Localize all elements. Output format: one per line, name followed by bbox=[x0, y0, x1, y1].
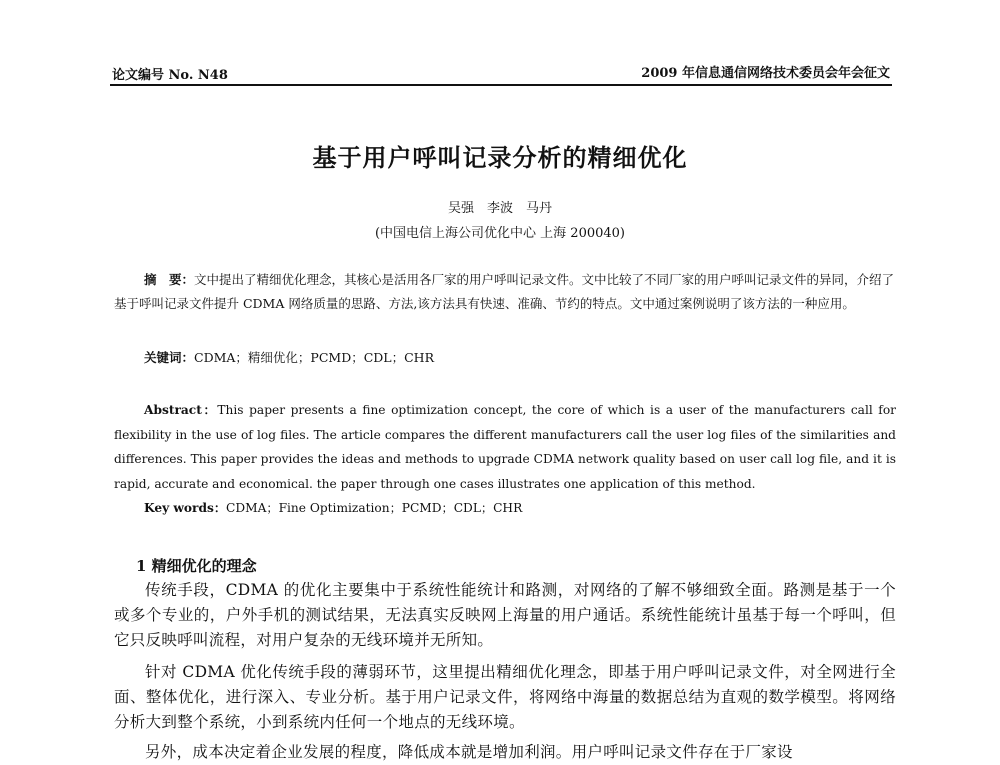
paragraph-text: 针对 CDMA 优化传统手段的薄弱环节，这里提出精细优化理念，即基于用户呼叫记录文件，对全网进行全面、整体优化，进行深入、专业分析。基于用户记录文件，将网络中海量的数据总结为直观的数学模型。将网络分析大到整个系统，小到系统内任何一个地点的无线环境。 bbox=[114, 663, 896, 731]
keywords-cn-text: CDMA；精细优化；PCMD；CDL；CHR bbox=[194, 350, 434, 365]
authors: 吴强 李波 马丹 bbox=[447, 201, 552, 216]
body-paragraph bbox=[114, 578, 896, 653]
abstract-en-text: This paper presents a fine optimization concept, the core of which is a user of the manufacturers call for flexibility in the use of log files. The article compares the different manufacturers call the user log files of the similarities and differences. This paper provides the ideas and methods to upgrade CDMA network quality based on user call log file, and it is rapid, accurate and economical. the paper through one cases illustrates one application of this method. bbox=[114, 403, 896, 491]
paper-title: 基于用户呼叫记录分析的精细优化 bbox=[312, 143, 688, 172]
header-rule bbox=[110, 84, 892, 86]
running-header bbox=[112, 62, 890, 84]
keywords-en-text: CDMA；Fine Optimization；PCMD；CDL；CHR bbox=[226, 501, 523, 515]
paper-id: 论文编号 No. N48 bbox=[112, 68, 228, 83]
abstract-en bbox=[114, 398, 896, 496]
paragraph-text: 另外，成本决定着企业发展的程度，降低成本就是增加利润。用户呼叫记录文件存在于厂家设 bbox=[145, 743, 793, 761]
body-paragraph bbox=[114, 660, 896, 735]
paragraph-text: 传统手段，CDMA 的优化主要集中于系统性能统计和路测，对网络的了解不够细致全面。路测是基于一个或多个专业的，户外手机的测试结果，无法真实反映网上海量的用户通话。系统性能统计虽基于每一个呼叫，但它只反映呼叫流程，对用户复杂的无线环境并无所知。 bbox=[114, 581, 896, 649]
keywords-en bbox=[144, 499, 522, 516]
body-paragraph bbox=[114, 740, 896, 765]
section-heading: 1 精细优化的理念 bbox=[136, 557, 257, 575]
abstract-cn bbox=[114, 268, 896, 316]
keywords-en-label: Key words： bbox=[144, 501, 227, 515]
keywords-cn-label: 关键词： bbox=[144, 350, 195, 365]
affiliation: (中国电信上海公司优化中心 上海 200040) bbox=[374, 226, 626, 241]
keywords-cn bbox=[144, 348, 434, 366]
abstract-cn-label: 摘 要： bbox=[144, 272, 195, 287]
conference-name: 2009 年信息通信网络技术委员会年会征文 bbox=[641, 66, 890, 81]
abstract-cn-text: 文中提出了精细优化理念，其核心是活用各厂家的用户呼叫记录文件。文中比较了不同厂家的用户呼叫记录文件的异同，介绍了基于呼叫记录文件提升 CDMA 网络质量的思路、方法,该方法具有快速、准确、节约的特点。文中通过案例说明了该方法的一种应用。 bbox=[114, 272, 895, 311]
abstract-en-label: Abstract： bbox=[144, 403, 218, 417]
